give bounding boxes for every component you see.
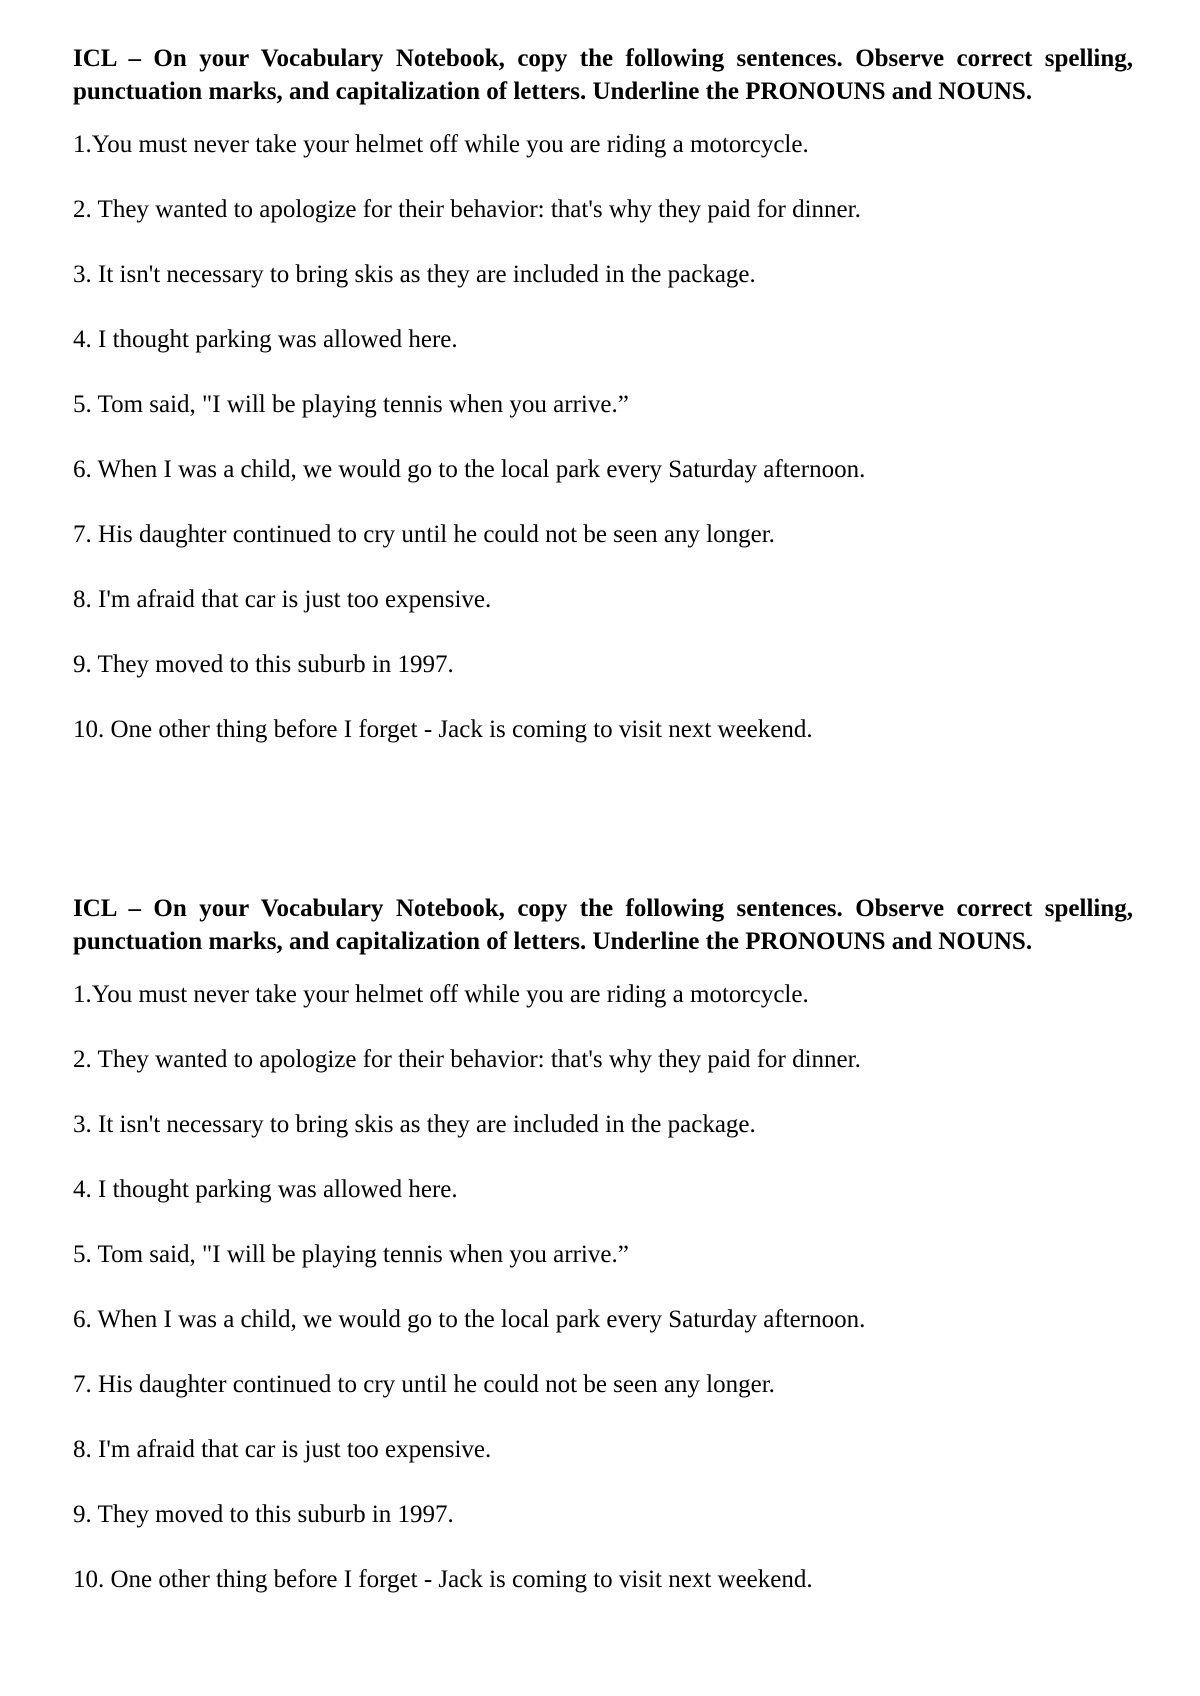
sentence-item: 1.You must never take your helmet off while you are riding a motorcycle.: [73, 981, 809, 1008]
sentence-item: 9. They moved to this suburb in 1997.: [73, 651, 454, 678]
sentence-item: 10. One other thing before I forget - Jack is coming to visit next weekend.: [73, 1566, 813, 1593]
sentence-item: 10. One other thing before I forget - Jack is coming to visit next weekend.: [73, 716, 813, 743]
sentence-item: 2. They wanted to apologize for their behavior: that's why they paid for dinner.: [73, 196, 861, 223]
sentence-item: 6. When I was a child, we would go to the local park every Saturday afternoon.: [73, 456, 866, 483]
sentence-item: 3. It isn't necessary to bring skis as they are included in the package.: [73, 261, 756, 288]
sentence-item: 8. I'm afraid that car is just too expensive.: [73, 586, 492, 613]
sentence-list: [73, 128, 1133, 778]
instructions-heading: ICL – On your Vocabulary Notebook, copy the following sentences. Observe correct spelling, punctuation marks, and capitalization of letters. Underline the PRONOUNS and NOUNS.: [73, 895, 1133, 955]
sentence-item: 4. I thought parking was allowed here.: [73, 326, 458, 353]
sentence-item: 7. His daughter continued to cry until he could not be seen any longer.: [73, 1371, 775, 1398]
worksheet-block-2: [73, 892, 1133, 1628]
sentence-item: 7. His daughter continued to cry until he could not be seen any longer.: [73, 521, 775, 548]
sentence-item: 9. They moved to this suburb in 1997.: [73, 1501, 454, 1528]
sentence-item: 3. It isn't necessary to bring skis as they are included in the package.: [73, 1111, 756, 1138]
sentence-list: [73, 978, 1133, 1628]
instructions-heading: ICL – On your Vocabulary Notebook, copy the following sentences. Observe correct spelling, punctuation marks, and capitalization of letters. Underline the PRONOUNS and NOUNS.: [73, 45, 1133, 105]
sentence-item: 8. I'm afraid that car is just too expensive.: [73, 1436, 492, 1463]
sentence-item: 4. I thought parking was allowed here.: [73, 1176, 458, 1203]
sentence-item: 1.You must never take your helmet off while you are riding a motorcycle.: [73, 131, 809, 158]
sentence-item: 5. Tom said, "I will be playing tennis when you arrive.”: [73, 1241, 629, 1268]
sentence-item: 6. When I was a child, we would go to the local park every Saturday afternoon.: [73, 1306, 866, 1333]
worksheet-block-1: [73, 42, 1133, 778]
sentence-item: 5. Tom said, "I will be playing tennis when you arrive.”: [73, 391, 629, 418]
sentence-item: 2. They wanted to apologize for their behavior: that's why they paid for dinner.: [73, 1046, 861, 1073]
